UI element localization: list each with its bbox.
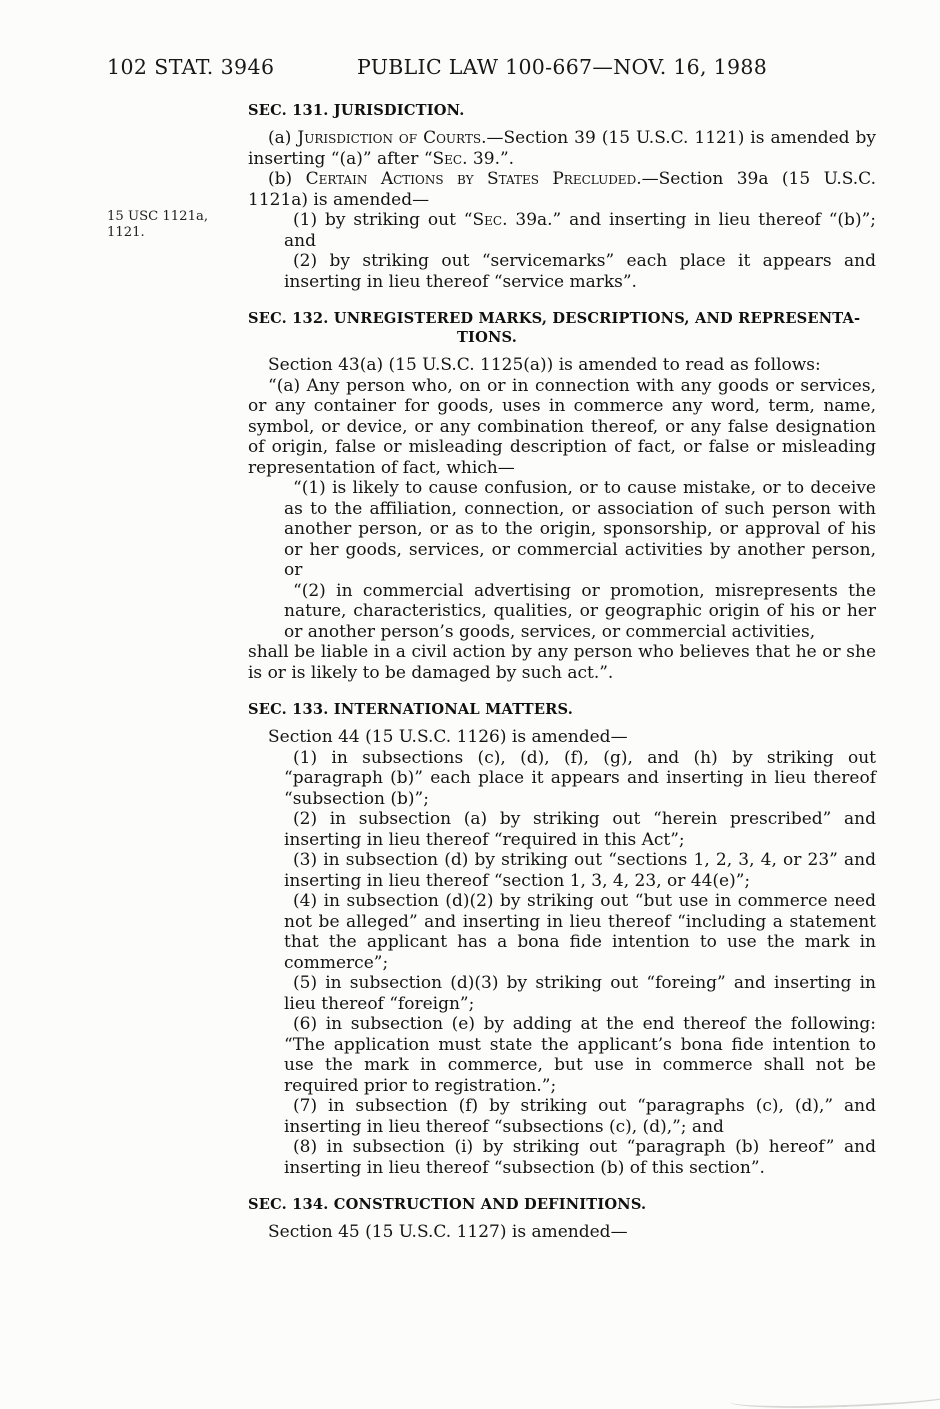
statute-paragraph	[284, 478, 876, 581]
statute-paragraph	[284, 581, 876, 643]
margin-note-line: 15 USC 1121a,	[107, 209, 209, 224]
statute-paragraph	[284, 748, 876, 810]
paragraph-text: (b)	[268, 169, 306, 189]
statute-paragraph	[248, 169, 876, 210]
paragraph-text: Section 45 (15 U.S.C. 1127) is amended—	[268, 1222, 628, 1242]
section-heading	[248, 700, 876, 719]
statute-paragraph	[284, 1137, 876, 1178]
paragraph-text: (2) by striking out “servicemarks” each place it appears and inserting in lieu thereof “service marks”.	[284, 251, 876, 292]
section-heading	[248, 101, 876, 120]
small-caps-term: Sec.	[432, 148, 468, 169]
statute-paragraph	[284, 251, 876, 292]
small-caps-term: Certain Actions by States Precluded	[305, 169, 637, 189]
statute-paragraph	[284, 1096, 876, 1137]
paragraph-text: .—Section 39 (15 U.S.C. 1121) is amended by inserting “(a)” after “	[248, 128, 877, 169]
paragraph-text: 39a.” and inserting in lieu thereof “(b)”; and	[284, 210, 876, 251]
small-caps-term: Jurisdiction of Courts	[297, 128, 482, 148]
statute-paragraph	[248, 376, 876, 479]
paragraph-text: shall be liable in a civil action by any person who believes that he or she is or is likely to be damaged by such act.”.	[248, 642, 876, 683]
section-heading-line: TIONS.	[457, 329, 518, 346]
section-heading-line: SEC. 132. UNREGISTERED MARKS, DESCRIPTIONS, AND REPRESENTA-	[248, 310, 861, 327]
paragraph-text: “(2) in commercial advertising or promotion, misrepresents the nature, characteristics, qualities, or geographic origin of his or her or another person’s goods, services, or commercial activities,	[284, 580, 876, 642]
section-heading-line: SEC. 134. CONSTRUCTION AND DEFINITIONS.	[248, 1196, 647, 1213]
statute-paragraph	[248, 642, 876, 683]
paragraph-text: 39.”.	[467, 148, 515, 169]
margin-note-usc-citation	[107, 209, 237, 241]
paragraph-text: (1) by striking out “	[293, 210, 473, 230]
paragraph-text: (5) in subsection (d)(3) by striking out “foreing” and inserting in lieu thereof “foreign”;	[284, 973, 876, 1014]
margin-note-line: 1121.	[107, 225, 145, 240]
statute-paragraph	[284, 891, 876, 973]
paragraph-text: (2) in subsection (a) by striking out “herein prescribed” and inserting in lieu thereof “required in this Act”;	[284, 809, 876, 850]
statute-paragraph	[284, 210, 876, 251]
statute-paragraph	[284, 809, 876, 850]
paragraph-text: Section 44 (15 U.S.C. 1126) is amended—	[268, 727, 628, 747]
paragraph-text: (7) in subsection (f) by striking out “paragraphs (c), (d),” and inserting in lieu thereof “subsections (c), (d),”; and	[284, 1096, 876, 1137]
paragraph-text: Section 43(a) (15 U.S.C. 1125(a)) is amended to read as follows:	[268, 355, 821, 375]
paragraph-text: “(a) Any person who, on or in connection with any goods or services, or any container for goods, uses in commerce any word, term, name, symbol, or device, or any combination thereof, or any false designation of origin, false or misleading description of fact, or false or misleading representation of fact, which—	[248, 375, 876, 478]
section-heading-line: SEC. 131. JURISDICTION.	[248, 102, 465, 119]
section-heading-line: SEC. 133. INTERNATIONAL MATTERS.	[248, 701, 573, 718]
stat-page-number: 102 STAT. 3946	[107, 55, 275, 79]
paragraph-text: “(1) is likely to cause confusion, or to cause mistake, or to deceive as to the affiliation, connection, or association of such person with another person, or as to the origin, sponsorship, or approval of his or her goods, services, or commercial activities by another person, or	[284, 478, 876, 580]
paragraph-text: (4) in subsection (d)(2) by striking out “but use in commerce need not be alleged” and inserting in lieu thereof “including a statement that the applicant has a bona fide intention to use the mark in commerce”;	[284, 891, 876, 973]
statute-paragraph	[284, 850, 876, 891]
statute-paragraph	[248, 128, 876, 169]
section-heading	[248, 1195, 876, 1214]
statute-body	[248, 101, 876, 1243]
section-heading	[248, 309, 876, 347]
paragraph-text: (8) in subsection (i) by striking out “paragraph (b) hereof” and inserting in lieu thereof “subsection (b) of this section”.	[284, 1137, 876, 1178]
statute-paragraph	[284, 973, 876, 1014]
statute-paragraph	[248, 355, 876, 376]
statute-paragraph	[248, 727, 876, 748]
paragraph-text: (1) in subsections (c), (d), (f), (g), and (h) by striking out “paragraph (b)” each place it appears and inserting in lieu thereof “subsection (b)”;	[284, 747, 876, 809]
statute-paragraph	[248, 1222, 876, 1243]
paragraph-text: (a)	[268, 128, 298, 148]
paragraph-text: .—Section 39a (15 U.S.C. 1121a) is amended—	[248, 169, 876, 210]
small-caps-term: Sec.	[472, 210, 508, 230]
paragraph-text: (3) in subsection (d) by striking out “sections 1, 2, 3, 4, or 23” and inserting in lieu thereof “section 1, 3, 4, 23, or 44(e)”;	[284, 850, 876, 891]
law-title: PUBLIC LAW 100-667—NOV. 16, 1988	[356, 55, 768, 79]
paragraph-text: (6) in subsection (e) by adding at the end thereof the following: “The application must state the applicant’s bona fide intention to use the mark in commerce, but use in commerce shall not be required prior to registration.”;	[284, 1014, 876, 1096]
statute-paragraph	[284, 1014, 876, 1096]
